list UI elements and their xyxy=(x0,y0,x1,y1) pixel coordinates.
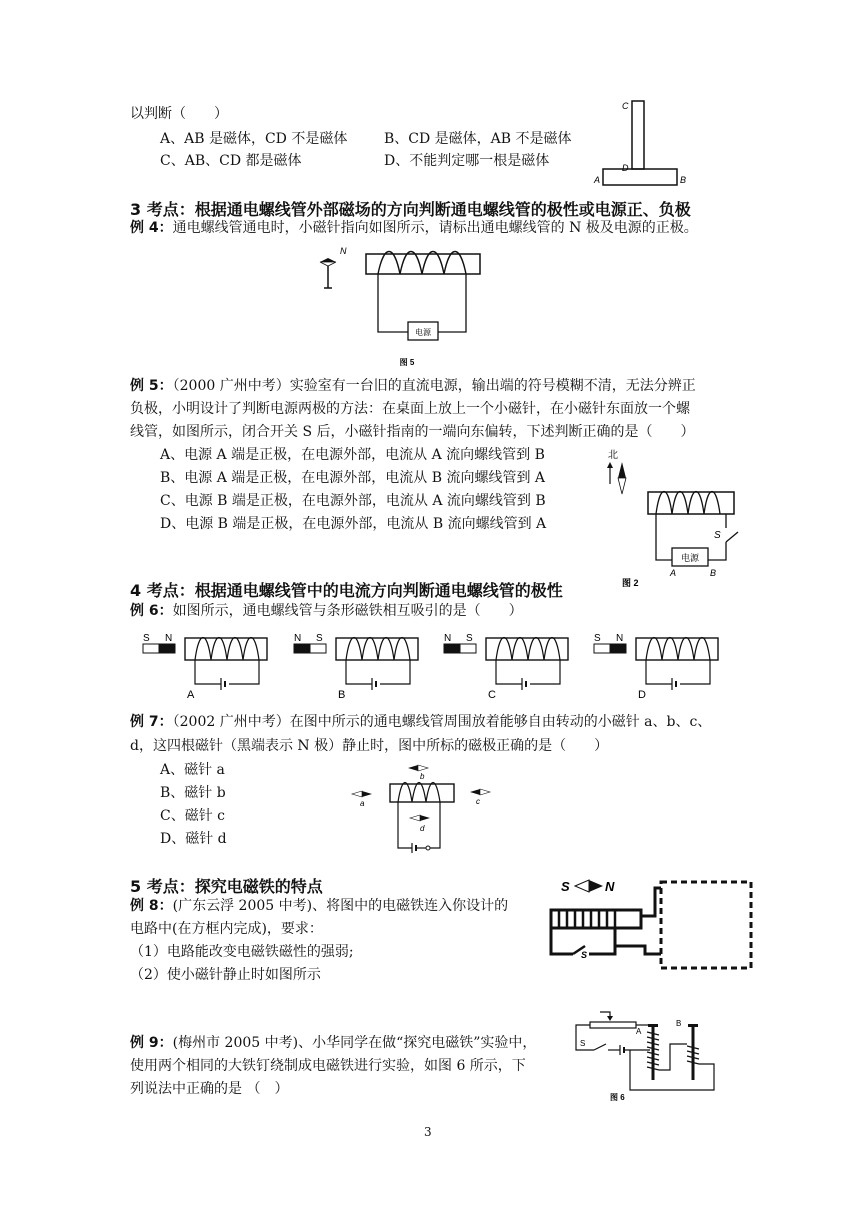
example-7-line-1: 例 7：（2002 广州中考）在图中所示的通电螺线管周围放着能够自由转动的小磁针 a、b、c、 xyxy=(130,714,712,730)
svg-text:N: N xyxy=(616,633,624,644)
needle-n-label-8: N xyxy=(605,879,615,894)
example-5-option-a: A、电源 A 端是正极，在电源外部，电流从 A 流向螺线管到 B xyxy=(160,447,545,463)
figure-6-option-d xyxy=(594,632,724,702)
option-b: B、CD 是磁体，AB 不是磁体 xyxy=(384,131,572,147)
svg-text:S: S xyxy=(316,633,323,644)
needle-a-label: a xyxy=(360,799,365,808)
svg-text:S: S xyxy=(594,633,601,644)
nail-b-label: B xyxy=(676,1019,682,1028)
switch-s-label: S xyxy=(714,530,721,541)
page-number: 3 xyxy=(424,1125,432,1139)
svg-text:A: A xyxy=(187,689,195,701)
needle-c-label: c xyxy=(476,797,480,806)
option-c: C、AB、CD 都是磁体 xyxy=(160,153,302,169)
svg-text:N: N xyxy=(444,633,452,644)
north-label: 北 xyxy=(608,450,618,461)
example-9-line-3: 列说法中正确的是 （ ） xyxy=(130,1081,289,1097)
figure-6-option-c xyxy=(444,632,574,702)
figure-6-nails xyxy=(570,1010,730,1102)
example-5-option-b: B、电源 A 端是正极，在电源外部，电流从 B 流向螺线管到 A xyxy=(160,470,546,486)
example-9-label: 例 9： xyxy=(130,1035,173,1051)
figure-2-solenoid xyxy=(598,448,748,588)
switch-label-8: S xyxy=(581,950,588,960)
example-6 xyxy=(130,601,523,621)
svg-text:C: C xyxy=(488,689,496,701)
example-4-text: 通电螺线管通电时，小磁针指向如图所示，请标出通电螺线管的 N 极及电源的正极。 xyxy=(172,220,698,236)
question-tail: 以判断（ ） xyxy=(130,106,228,122)
terminal-a-label: A xyxy=(670,568,677,578)
example-9-line-2: 使用两个相同的大铁钉绕制成电磁铁进行实验，如图 6 所示，下 xyxy=(130,1058,526,1074)
example-5-line-1: 例 5：（2000 广州中考）实验室有一台旧的直流电源，输出端的符号模糊不清，无法分辨正 xyxy=(130,378,696,394)
example-8-line-3: （1）电路能改变电磁铁磁性的强弱; xyxy=(130,944,354,960)
figure-5-caption: 图 5 xyxy=(399,358,415,367)
example-5-line-3: 线管，如图所示，闭合开关 S 后，小磁针指南的一端向东偏转，下述判断正确的是（ ） xyxy=(130,424,695,440)
example-4 xyxy=(130,218,698,238)
example-5-option-c: C、电源 B 端是正极，在电源外部，电流从 A 流向螺线管到 B xyxy=(160,493,546,509)
option-a: A、AB 是磁体，CD 不是磁体 xyxy=(160,131,348,147)
figure-6-option-b xyxy=(294,632,424,702)
svg-text:S: S xyxy=(466,633,473,644)
figure-6-option-a xyxy=(143,632,273,702)
example-8-line-4: （2）使小磁针静止时如图所示 xyxy=(130,967,321,983)
example-7-option-d: D、磁针 d xyxy=(160,831,227,847)
t-shaped-bars-figure xyxy=(590,95,710,195)
power-label-2: 电源 xyxy=(680,553,700,563)
needle-b-label: b xyxy=(420,772,425,781)
nail-a-label: A xyxy=(636,1027,642,1036)
svg-text:N: N xyxy=(165,633,173,644)
example-5-label: 例 5： xyxy=(130,378,173,394)
label-d: D xyxy=(622,163,629,173)
needle-s-label: S xyxy=(561,879,570,894)
section-4-heading: 4 考点：根据通电螺线管中的电流方向判断通电螺线管的极性 xyxy=(130,581,563,600)
switch-label-9: S xyxy=(580,1039,586,1048)
example-6-text: 如图所示，通电螺线管与条形磁铁相互吸引的是（ ） xyxy=(172,603,523,619)
example-5-option-d: D、电源 B 端是正极，在电源外部，电流从 B 流向螺线管到 A xyxy=(160,516,547,532)
figure-5-solenoid xyxy=(320,244,500,370)
figure-2-caption: 图 2 xyxy=(622,578,639,588)
example-8-line-2: 电路中(在方框内完成)，要求： xyxy=(130,921,323,937)
label-b: B xyxy=(680,175,687,185)
section-3-heading: 3 考点：根据通电螺线管外部磁场的方向判断通电螺线管的极性或电源正、负极 xyxy=(130,200,691,219)
needle-d-label: d xyxy=(420,824,425,833)
example-8-label: 例 8： xyxy=(130,898,173,914)
label-c: C xyxy=(622,101,629,111)
example-7-option-c: C、磁针 c xyxy=(160,808,226,824)
section-5-heading: 5 考点：探究电磁铁的特点 xyxy=(130,877,323,896)
example-7-line-2: d，这四根磁针（黑端表示 N 极）静止时，图中所标的磁极正确的是（ ） xyxy=(130,738,609,754)
example-4-label: 例 4： xyxy=(130,220,173,236)
option-d: D、不能判定哪一根是磁体 xyxy=(384,153,550,169)
example-7-option-b: B、磁针 b xyxy=(160,785,226,801)
power-label: 电源 xyxy=(415,328,431,337)
figure-7-needles xyxy=(350,762,500,858)
svg-text:N: N xyxy=(294,633,302,644)
example-5-line-2: 负极，小明设计了判断电源两极的方法：在桌面上放上一个小磁针，在小磁针东面放一个螺 xyxy=(130,401,690,417)
needle-n-label: N xyxy=(340,246,347,256)
svg-text:B: B xyxy=(338,689,346,701)
terminal-b-label: B xyxy=(710,568,717,578)
label-a: A xyxy=(594,175,601,185)
example-7-label: 例 7： xyxy=(130,714,173,730)
example-9-line-1: 例 9：(梅州市 2005 中考)、小华同学在做“探究电磁铁”实验中， xyxy=(130,1035,537,1051)
svg-text:S: S xyxy=(143,633,150,644)
svg-text:D: D xyxy=(638,689,646,701)
figure-6-caption: 图 6 xyxy=(610,1093,625,1102)
example-8-line-1: 例 8：(广东云浮 2005 中考)、将图中的电磁铁连入你设计的 xyxy=(130,898,509,914)
figure-8-electromagnet xyxy=(545,876,755,972)
example-7-option-a: A、磁针 a xyxy=(160,762,225,778)
example-6-label: 例 6： xyxy=(130,603,173,619)
